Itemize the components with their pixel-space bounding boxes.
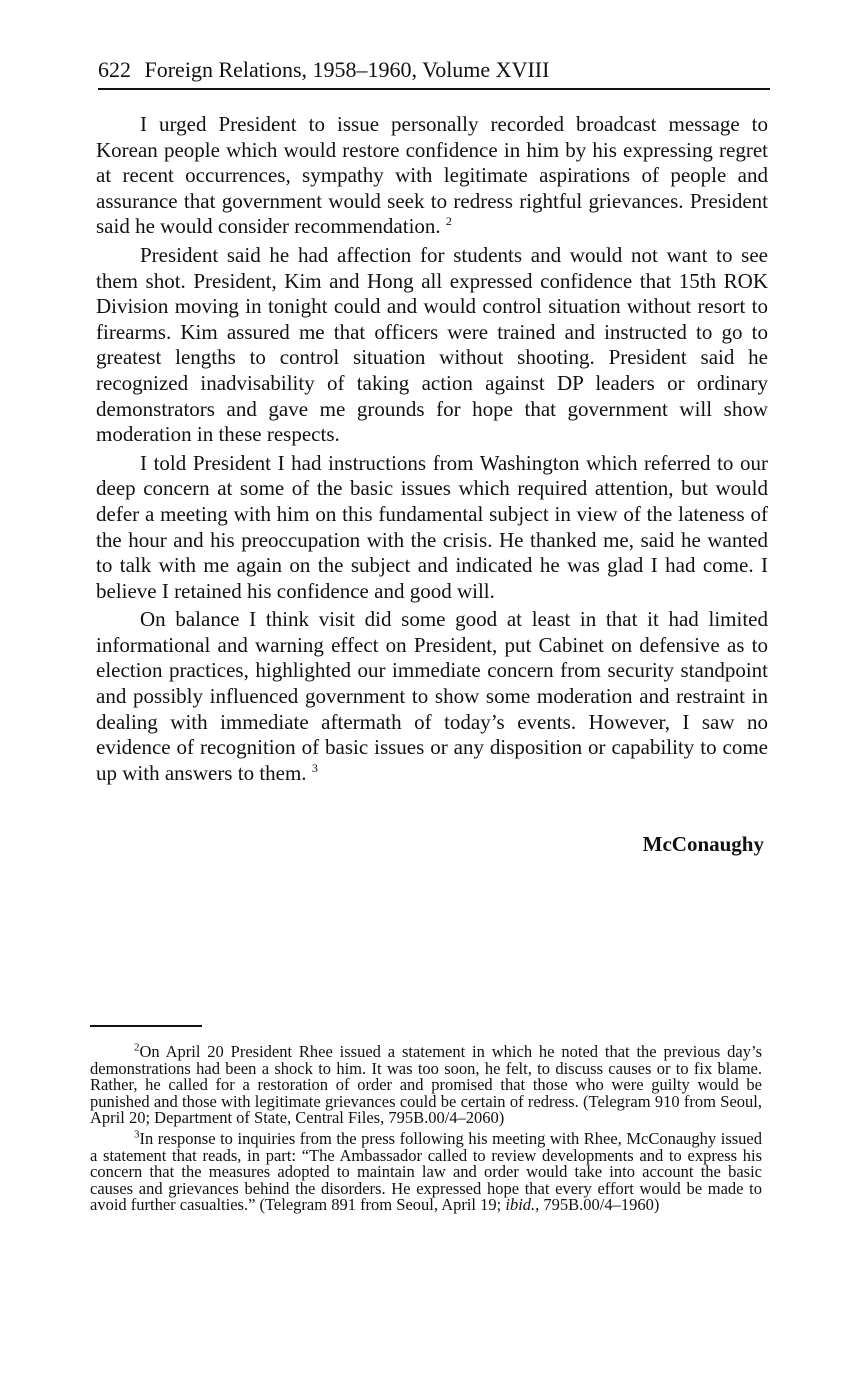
paragraph-text: On balance I think visit did some good at least in that it had limited informational and warning effect on President, put Cabinet on defensive as to election practices, highlighted our immediate concern from security standpoint and possibly influenced government to show some moderation and restraint in dealing with immediate aftermath of today’s events. However, I saw no evidence of recognition of basic issues or any disposition or capability to come up with answers to them.	[96, 607, 768, 785]
body-paragraph	[96, 112, 768, 240]
paragraph-text: I urged President to issue personally recorded broadcast message to Korean people which would restore confidence in him by his expressing regret at recent occurrences, sympathy with legitimate aspirations of people and assurance that government would seek to redress rightful grievances. President said he would consider recommendation.	[96, 112, 768, 239]
ibid-citation: ibid.,	[505, 1195, 540, 1215]
footnote-text: In response to inquiries from the press following his meeting with Rhee, McConaughy issued a statement that reads, in part: “The Ambassador called to review developments and to express his concern that the measures adopted to maintain law and order would take into account the basic causes and grievances behind the disorders. He expressed hope that every effort would be made to avoid further casualties.” (Telegram 891 from Seoul, April 19;	[90, 1128, 762, 1215]
paragraph-text: President said he had affection for students and would not want to see them shot. President, Kim and Hong all expressed confidence that 15th ROK Division moving in tonight could and would control situation without resort to firearms. Kim assured me that officers were trained and instructed to go to greatest lengths to control situation without shooting. President said he recognized inadvisability of taking action against DP leaders or ordinary demonstrators and gave me grounds for hope that government will show moderation in these respects.	[96, 242, 768, 447]
body-paragraph	[96, 607, 768, 786]
page-number: 622	[98, 57, 131, 82]
header-rule	[98, 88, 770, 90]
footnote-text-end: 795B.00/4–1960)	[543, 1195, 660, 1215]
running-header	[98, 56, 768, 84]
document-body	[96, 112, 768, 789]
footnote-separator	[90, 1025, 202, 1027]
footnote-reference[interactable]: 2	[445, 214, 452, 229]
body-paragraph	[96, 243, 768, 448]
signature: McConaughy	[642, 832, 764, 856]
body-paragraph	[96, 451, 768, 605]
paragraph-text: I told President I had instructions from Washington which referred to our deep concern at some of the basic issues which required attention, but would defer a meeting with him on this fundamental subject in view of the lateness of the hour and his preoccupation with the crisis. He thanked me, said he wanted to talk with me again on the subject and indicated he was glad I had come. I believe I retained his confidence and good will.	[96, 450, 768, 603]
footnote-reference[interactable]: 3	[311, 760, 318, 775]
series-title: Foreign Relations, 1958–1960, Volume XVIII	[144, 57, 550, 82]
footnote	[90, 1041, 762, 1128]
footnotes	[90, 1041, 762, 1218]
footnote-number: 2	[134, 1041, 140, 1054]
footnote	[90, 1128, 762, 1215]
footnote-number: 3	[134, 1128, 140, 1141]
footnote-text: On April 20 President Rhee issued a statement in which he noted that the previous day’s demonstrations had been a shock to him. It was too soon, he felt, to discuss causes or to fix blame. Rather, he called for a restoration of order and promised that those who were guilty would be punished and those with legitimate grievances could be certain of redress. (Telegram 910 from Seoul, April 20; Department of State, Central Files, 795B.00/4–2060)	[90, 1042, 762, 1128]
